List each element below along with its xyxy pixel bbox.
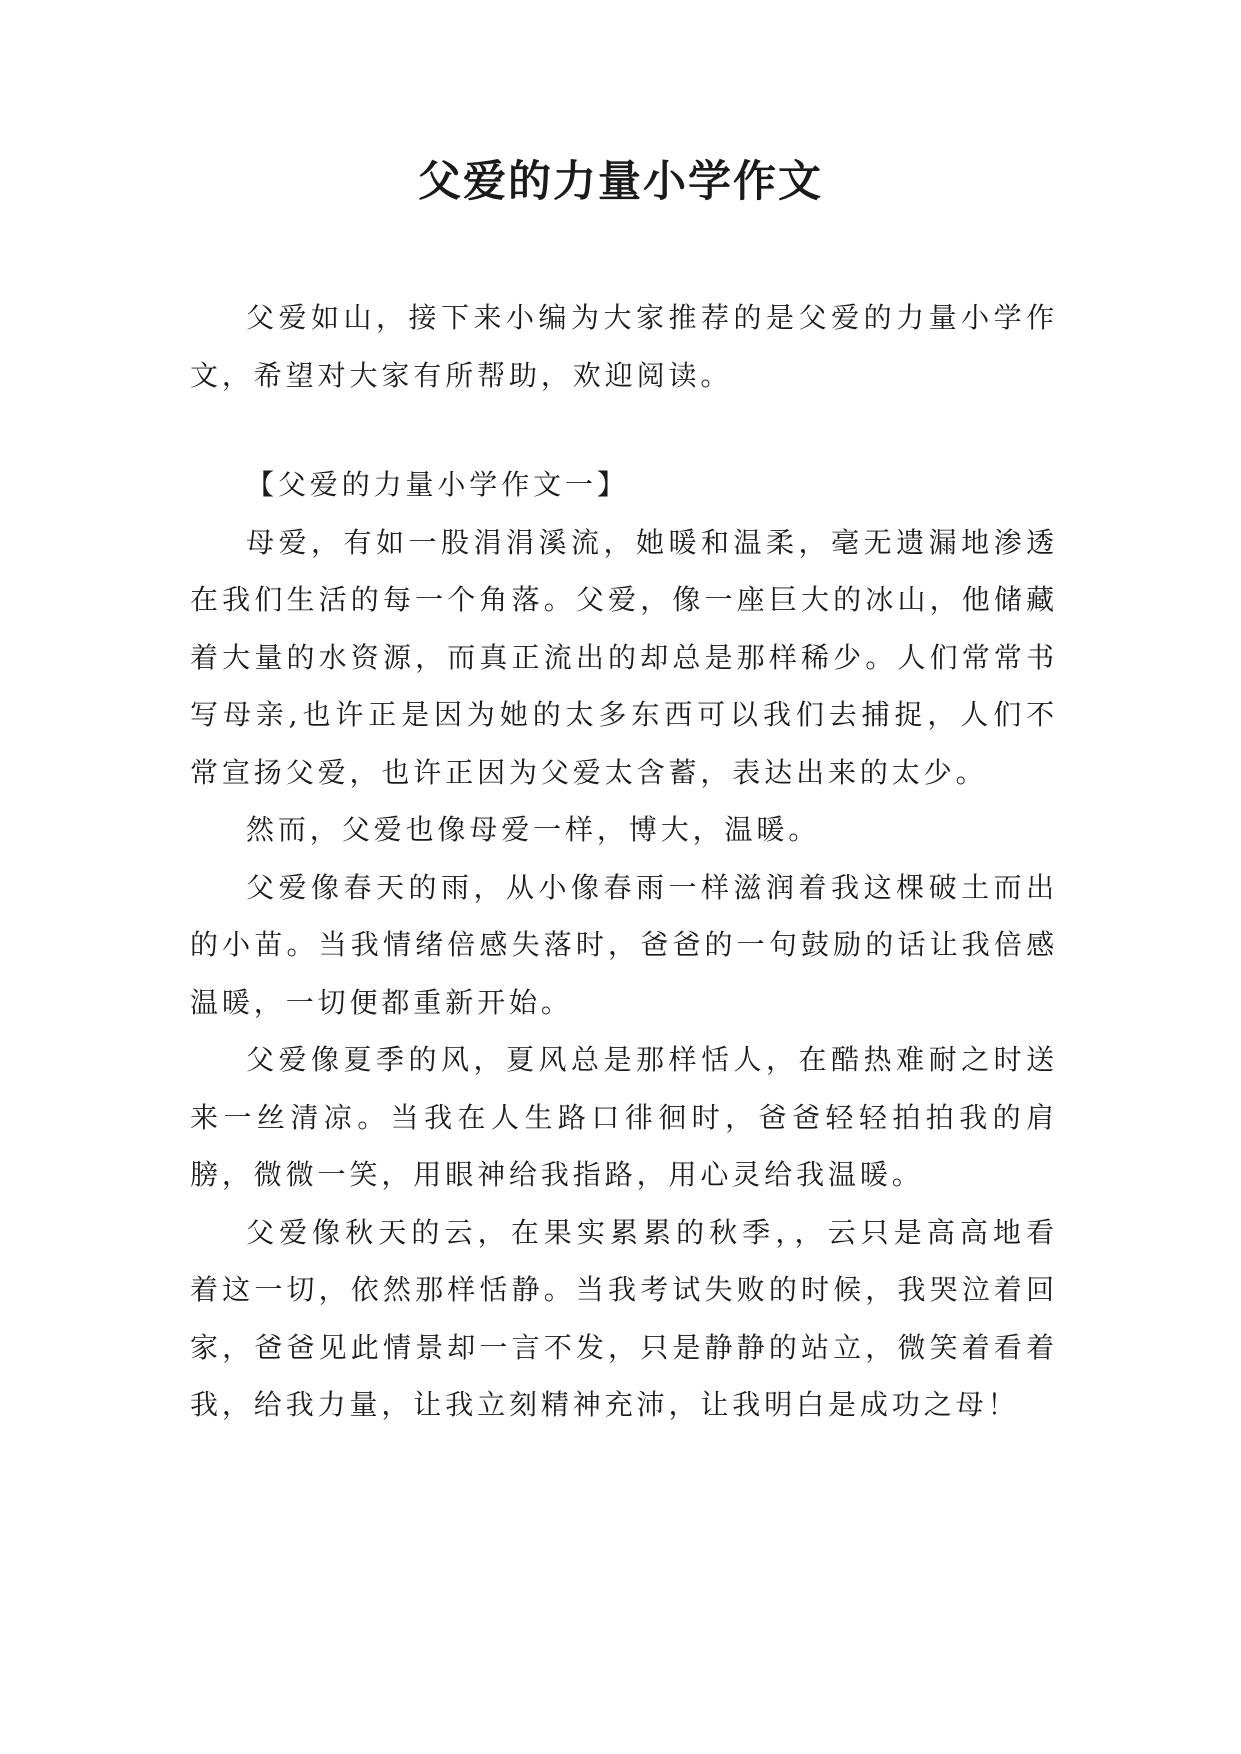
spacer bbox=[190, 404, 1058, 456]
body-paragraph: 父爱像夏季的风，夏风总是那样恬人，在酷热难耐之时送来一丝清凉。当我在人生路口徘徊时，爸爸轻轻拍拍我的肩膀，微微一笑，用眼神给我指路，用心灵给我温暖。 bbox=[190, 1043, 1058, 1191]
body-paragraph: 父爱像秋天的云，在果实累累的秋季，，云只是高高地看着这一切，依然那样恬静。当我考试失败的时候，我哭泣着回家，爸爸见此情景却一言不发，只是静静的站立，微笑着看着我，给我力量，让我立刻精神充沛，让我明白是成功之母！ bbox=[190, 1215, 1058, 1421]
intro-paragraph: 父爱如山，接下来小编为大家推荐的是父爱的力量小学作文，希望对大家有所帮助，欢迎阅读。 bbox=[190, 301, 1058, 392]
document-body bbox=[190, 289, 1058, 1434]
document-title: 父爱的力量小学作文 bbox=[418, 157, 823, 207]
section-heading: 【父爱的力量小学作文一】 bbox=[246, 468, 629, 501]
body-paragraph: 父爱像春天的雨，从小像春雨一样滋润着我这棵破土而出的小苗。当我情绪倍感失落时，爸爸的一句鼓励的话让我倍感温暖，一切便都重新开始。 bbox=[190, 870, 1058, 1019]
body-paragraph: 然而，父爱也像母爱一样，博大，温暖。 bbox=[246, 813, 821, 846]
body-paragraph: 母爱，有如一股涓涓溪流，她暖和温柔，毫无遗漏地渗透在我们生活的每一个角落。父爱，像一座巨大的冰山，他储藏着大量的水资源，而真正流出的却总是那样稀少。人们常常书写母亲,也许正是因为她的太多东西可以我们去捕捉，人们不常宣扬父爱，也许正因为父爱太含蓄，表达出来的太少。 bbox=[190, 525, 1058, 789]
